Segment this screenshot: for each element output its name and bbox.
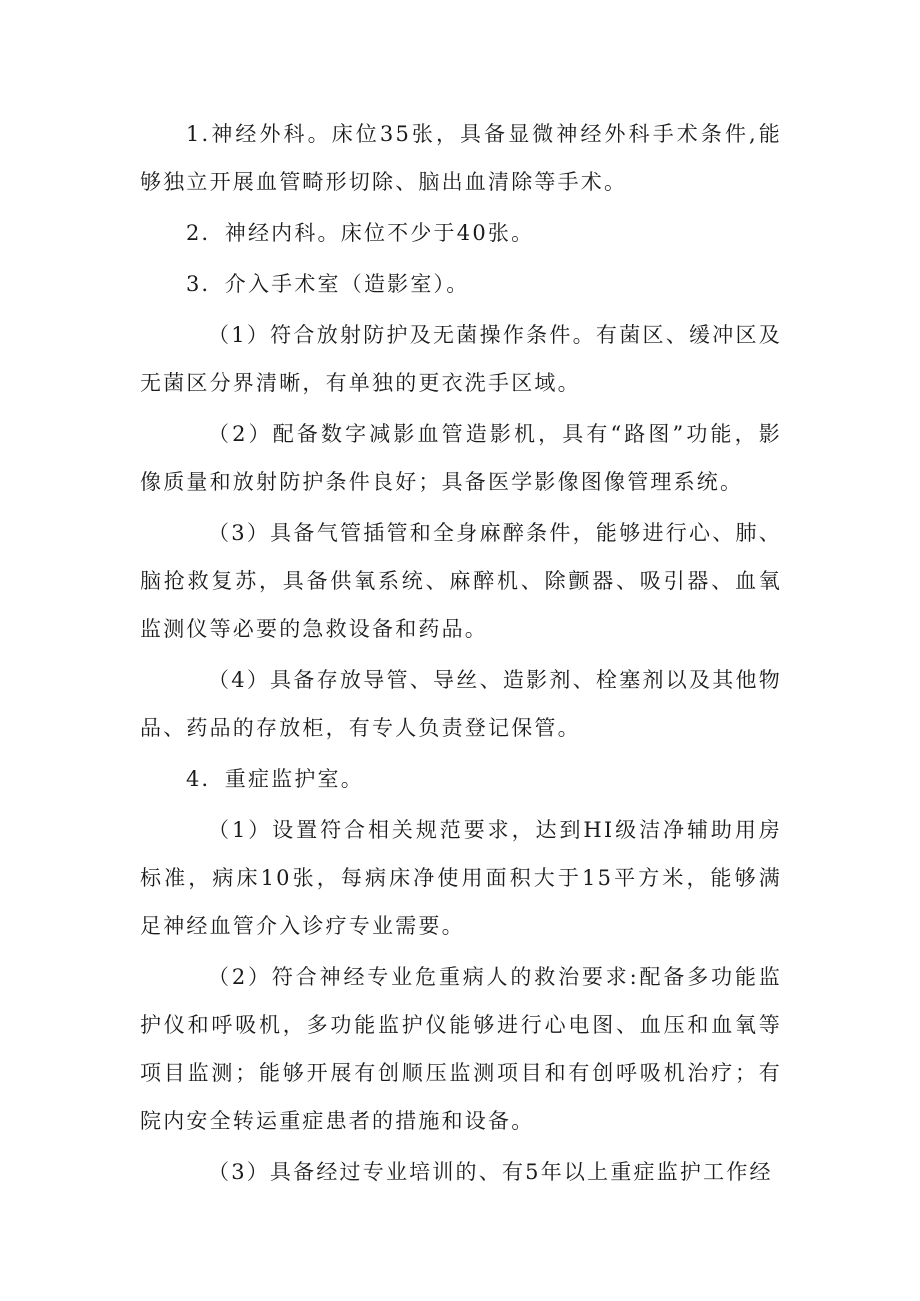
paragraph-icu-item-3: （3）具备经过专业培训的、有5年以上重症监护工作经 bbox=[208, 1160, 773, 1184]
paragraph-room-item-3: （3）具备气管插管和全身麻醉条件，能够进行心、肺、脑抢救复苏，具备供氧系统、麻醉机、除颤器、吸引器、血氧监测仪等必要的急救设备和药品。 bbox=[140, 521, 782, 641]
paragraph-interventional-room: 3．介入手术室（造影室）。 bbox=[186, 272, 470, 296]
paragraph-icu-item-1: （1）设置符合相关规范要求，达到HI级洁净辅助用房标准，病床10张，每病床净使用面积大于15平方米，能够满足神经血管介入诊疗专业需要。 bbox=[140, 818, 782, 938]
paragraph-neurosurgery: 1.神经外科。床位35张，具备显微神经外科手术条件,能够独立开展血管畸形切除、脑出血清除等手术。 bbox=[140, 122, 782, 194]
paragraph-room-item-2: （2）配备数字减影血管造影机，具有“路图”功能，影像质量和放射防护条件良好；具备医学影像图像管理系统。 bbox=[140, 422, 782, 494]
paragraph-room-item-4: （4）具备存放导管、导丝、造影剂、栓塞剂以及其他物品、药品的存放柜，有专人负责登记保管。 bbox=[140, 668, 782, 740]
paragraph-neurology: 2．神经内科。床位不少于40张。 bbox=[186, 221, 535, 245]
paragraph-room-item-1: （1）符合放射防护及无菌操作条件。有菌区、缓冲区及无菌区分界清晰，有单独的更衣洗手区域。 bbox=[140, 323, 782, 395]
paragraph-icu: 4．重症监护室。 bbox=[186, 767, 364, 791]
paragraph-icu-item-2: （2）符合神经专业危重病人的救治要求:配备多功能监护仪和呼吸机，多功能监护仪能够进行心电图、血压和血氧等项目监测；能够开展有创顺压监测项目和有创呼吸机治疗；有院内安全转运重症患者的措施和设备。 bbox=[140, 965, 782, 1133]
document-body bbox=[140, 110, 782, 1199]
